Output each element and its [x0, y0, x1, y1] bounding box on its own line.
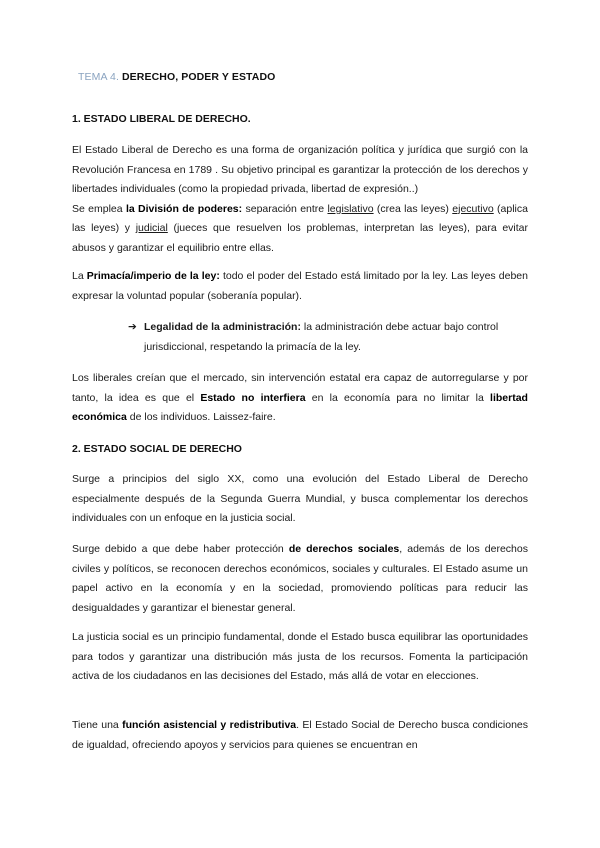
section2-paragraph3 — [72, 628, 528, 687]
text-run: . El Estado Social de Derecho busca condiciones de igualdad, ofreciendo apoyos y servicios para quienes se encuentran en — [72, 719, 528, 751]
bold-division-poderes: la División de poderes: — [125, 202, 243, 215]
bold-estado-no-interfiera: Estado no interfiera — [200, 391, 306, 404]
section1-heading-block — [72, 113, 528, 125]
bold-legalidad: Legalidad de la administración: — [144, 321, 301, 333]
underlined-judicial: judicial — [135, 222, 168, 234]
arrow-bullet-icon: ➔ — [128, 321, 137, 333]
section2-p2 — [72, 540, 528, 618]
section1-p2 — [72, 267, 528, 306]
section2-p3: La justicia social es un principio fundamental, donde el Estado busca equilibrar las oportunidades para todos y garantizar una distribución más justa de los recursos. Fomenta la participación activa de los ciudadanos en las decisiones del Estado, más allá de votar en elecciones. — [72, 631, 528, 682]
text-run: Los liberales creían que el mercado, sin intervención estatal era capaz de autorregularse y por tanto, la idea es que el — [72, 372, 528, 404]
text-run: , además de los derechos civiles y políticos, se reconocen derechos económicos, sociales y culturales. El Estado asume un papel activo en la economía y en la sociedad, promoviendo políticas para reducir las desigualdades y garantizar el bienestar general. — [72, 543, 528, 614]
text-run: La — [72, 270, 87, 282]
text-run: en la economía para no limitar la — [305, 391, 491, 404]
bold-derechos-sociales: de derechos sociales — [288, 543, 400, 555]
text-run: la administración debe actuar bajo control jurisdiccional, respetando la primacía de la ley. — [144, 321, 499, 353]
section1-heading: 1. ESTADO LIBERAL DE DERECHO. — [72, 113, 251, 125]
text-run: Se emplea — [72, 202, 126, 215]
section1-p1-b — [72, 200, 528, 259]
section1-paragraph1 — [72, 141, 528, 258]
bullet-legalidad — [128, 318, 528, 357]
section2-p1: Surge a principios del siglo XX, como una evolución del Estado Liberal de Derecho especialmente después de la Segunda Guerra Mundial, y busca complementar los derechos individuales con un enfoque en la justicia social. — [72, 473, 528, 524]
title-text: DERECHO, PODER Y ESTADO — [122, 71, 276, 83]
text-run: de los individuos. Laissez-faire. — [126, 411, 276, 423]
section1-paragraph2 — [72, 267, 528, 306]
text-run: separación entre — [242, 202, 328, 215]
section1-paragraph3 — [72, 369, 528, 428]
section2-heading-block — [72, 443, 528, 455]
section2-heading: 2. ESTADO SOCIAL DE DERECHO — [72, 443, 242, 455]
document-title — [78, 71, 275, 83]
tema-label: TEMA 4. — [78, 71, 119, 83]
underlined-ejecutivo: ejecutivo — [452, 202, 494, 215]
bold-funcion-asistencial: función asistencial y redistributiva — [122, 719, 297, 731]
section2-p4 — [72, 716, 528, 755]
section2-paragraph2 — [72, 540, 528, 618]
section2-paragraph1 — [72, 470, 528, 529]
section1-p1-a: El Estado Liberal de Derecho es una forma de organización política y jurídica que surgió con la Revolución Francesa en 1789 . Su objetivo principal es garantizar la protección de los derechos y libertades individuales (como la propiedad privada, libertad de expresión..) — [72, 144, 528, 195]
section2-paragraph4 — [72, 716, 528, 755]
bullet-text — [144, 318, 528, 357]
text-run: (jueces que resuelven los problemas, interpretan las leyes), para evitar abusos y garantizar el equilibrio entre ellas. — [72, 222, 529, 254]
section1-p3 — [72, 369, 528, 428]
text-run: todo el poder del Estado está limitado por la ley. Las leyes deben expresar la voluntad popular (soberanía popular). — [72, 270, 528, 302]
text-run: (crea las leyes) — [373, 202, 453, 215]
bold-libertad-economica: libertad económica — [72, 391, 528, 423]
bold-primacia-ley: Primacía/imperio de la ley: — [86, 270, 220, 282]
text-run: Tiene una — [72, 719, 123, 731]
text-run: Surge debido a que debe haber protección — [72, 543, 289, 555]
text-run: (aplica las leyes) y — [72, 202, 528, 234]
underlined-legislativo: legislativo — [327, 202, 374, 215]
